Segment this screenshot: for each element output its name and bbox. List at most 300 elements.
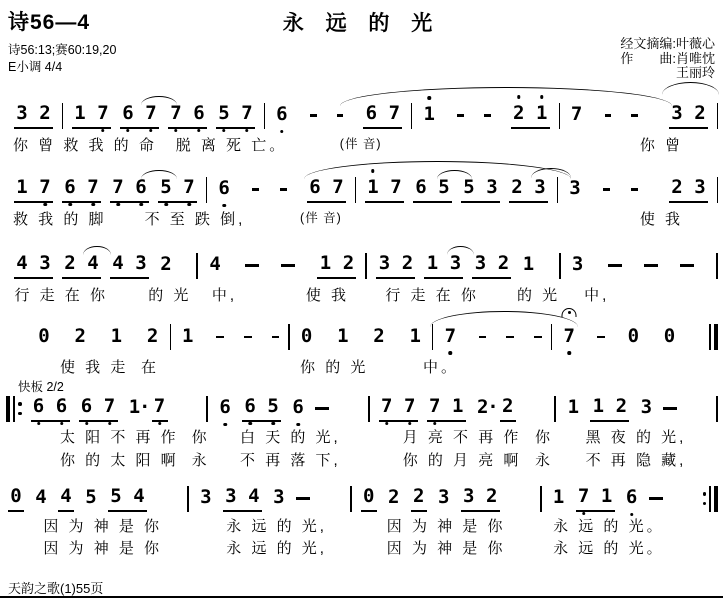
note-group: [509, 176, 548, 203]
note-group: [158, 176, 197, 203]
note-digit: 3: [438, 486, 450, 508]
note-digit: 7: [577, 485, 590, 507]
note-group: [625, 325, 641, 350]
barline: [551, 324, 552, 350]
note-digit: 3: [225, 485, 237, 507]
note-digit: 1: [367, 176, 379, 198]
note-digit: 1: [74, 102, 86, 124]
note-group: [108, 485, 147, 512]
music-system: [0, 246, 723, 310]
spacer: [614, 337, 616, 338]
dash-continuation: [252, 188, 259, 191]
augmentation-dot: ·: [487, 396, 499, 418]
spacer: [304, 265, 308, 266]
note-digit: 3: [135, 252, 147, 274]
spacer: [672, 498, 694, 499]
music-system: [0, 392, 723, 478]
note-digit: 7: [39, 176, 51, 198]
note-group: [72, 102, 111, 129]
lyric-segment: 你 的 月 亮 啊: [402, 452, 522, 469]
spacer: [241, 189, 243, 190]
note-digit: 7: [112, 176, 124, 198]
note-digit: 0: [300, 324, 313, 347]
note-digit: 5: [438, 176, 450, 198]
note-group: [274, 103, 290, 128]
lyric-segment: 因 为 神 是 你: [386, 518, 506, 535]
note-group: [511, 102, 550, 129]
spacer: [183, 265, 187, 266]
lyric-segment: 使 我 走: [60, 359, 129, 376]
note-group: [180, 325, 196, 350]
dash-continuation: [663, 407, 677, 410]
spacer: [473, 115, 475, 116]
note-digit: 7: [241, 102, 253, 124]
dash-continuation: [631, 188, 638, 191]
note-digit: 1: [567, 396, 580, 418]
dash-continuation: [649, 497, 663, 500]
note-digit: 0: [38, 324, 50, 347]
note-digit: 3: [378, 252, 391, 274]
lyric-segment: 中,: [584, 287, 610, 304]
note-group: [565, 396, 581, 421]
lyric-segment: 中,: [211, 287, 237, 304]
spacer: [232, 265, 236, 266]
note-digit: 1: [535, 102, 548, 124]
barline: [709, 486, 711, 512]
note-group: [145, 325, 161, 350]
note-digit: 3: [486, 176, 498, 198]
note-digit: 7: [170, 102, 182, 124]
note-digit: 2: [342, 252, 355, 274]
note-digit: 7: [388, 102, 401, 124]
barline: [557, 177, 558, 203]
note-digit: 2: [64, 252, 76, 274]
note-group: [669, 176, 708, 203]
note-digit: 7: [404, 395, 416, 417]
barline: [554, 396, 556, 422]
dash-continuation: [484, 114, 491, 117]
note-digit: 6: [32, 395, 45, 417]
note-digit: 1: [423, 103, 435, 125]
note-group: [198, 486, 214, 511]
note-group: [576, 485, 615, 512]
note-digit: 6: [276, 103, 288, 125]
spacer: [650, 337, 652, 338]
note-digit: 1: [319, 252, 332, 274]
note-group: [570, 253, 586, 278]
note-group: [33, 486, 49, 511]
lyric-segment: 使 我: [305, 287, 349, 304]
barline: [288, 324, 289, 350]
repeat-dot: [703, 502, 707, 506]
slur-arc: [531, 168, 571, 178]
dash-continuation: [631, 114, 638, 117]
repeat-dots: [703, 492, 707, 505]
lyric-segment: 你 的 太 阳 啊: [60, 452, 179, 469]
note-group: [317, 252, 356, 279]
note-group: [36, 325, 52, 350]
note-group: [590, 395, 629, 422]
note-group: [411, 485, 427, 512]
note-group: [365, 176, 404, 203]
note-group: [436, 486, 452, 511]
note-digit: 1: [409, 324, 421, 347]
repeat-dot: [18, 402, 22, 406]
barline: [62, 103, 63, 129]
scripture-reference: 诗56:13;赛60:19,20: [8, 43, 117, 57]
lyric-segment: 黑 夜 的 光,: [585, 429, 687, 446]
barline: [559, 103, 560, 129]
spacer: [595, 265, 599, 266]
dash-continuation: [337, 114, 344, 117]
note-digit: 2: [373, 324, 385, 347]
lyric-segment: 你 的 光: [300, 359, 369, 376]
spacer: [620, 115, 622, 116]
note-digit: 2: [39, 102, 51, 124]
barline: [170, 324, 171, 350]
note-digit: 2 ·: [477, 396, 499, 418]
note-digit: 3: [200, 486, 212, 508]
note-digit: 7: [145, 102, 157, 124]
note-group: [299, 325, 315, 350]
spacer: [495, 337, 497, 338]
tempo-marking: 快板 2/2: [18, 380, 64, 394]
note-digit: 2: [694, 102, 706, 124]
lyric-segment: 因 为 神 是 你: [43, 518, 163, 535]
barline: [350, 486, 352, 512]
notation-line: [14, 102, 718, 129]
lyric-segment: 永: [535, 452, 554, 469]
dash-continuation: [506, 336, 514, 339]
note-group: [290, 396, 306, 421]
barline: [432, 324, 433, 350]
note-digit: 6: [218, 177, 230, 199]
note-digit: 2: [497, 252, 510, 274]
spacer: [647, 189, 649, 190]
note-digit: 0: [363, 485, 375, 507]
note-digit: 1: [426, 252, 439, 274]
spacer: [667, 265, 671, 266]
lyric-segment: 永 远 的 光。: [553, 518, 665, 535]
note-group: [407, 325, 423, 350]
note-group: [475, 396, 499, 421]
note-digit: 6: [244, 395, 256, 417]
note-group: [242, 395, 281, 422]
note-group: [442, 325, 458, 350]
note-digit: 2: [413, 485, 425, 507]
spacer: [523, 337, 525, 338]
lyric-segment: 太 阳 不 再 作: [60, 429, 179, 446]
credit-line-editor: 经文摘编:叶薇心: [620, 36, 715, 51]
note-digit: 2: [511, 176, 523, 198]
song-title: 永 远 的 光: [282, 12, 441, 35]
barline: [709, 324, 711, 350]
note-group: [386, 486, 402, 511]
lyric-segment: 永 远 的 光,: [226, 518, 327, 535]
barline: [716, 396, 718, 422]
dash-continuation: [272, 336, 280, 339]
spacer: [338, 408, 359, 409]
spacer: [61, 337, 63, 338]
note-digit: 7: [153, 395, 166, 417]
note-digit: 1: [110, 324, 123, 347]
note-group: [216, 102, 255, 129]
spacer: [97, 337, 99, 338]
note-digit: 7: [332, 176, 344, 198]
note-digit: 6: [219, 396, 231, 418]
dash-continuation: [310, 114, 317, 117]
note-digit: 6: [55, 395, 68, 417]
spacer: [703, 265, 707, 266]
note-digit: 3: [463, 485, 475, 507]
note-group: [110, 252, 149, 279]
barline-thick: [714, 324, 718, 350]
barline-thick: [714, 486, 718, 512]
note-digit: 7: [103, 395, 116, 417]
note-digit: 3: [273, 486, 285, 508]
barline: [717, 103, 718, 129]
note-digit: 3: [474, 252, 487, 274]
spacer: [396, 337, 398, 338]
page-bottom-border: [0, 596, 723, 598]
dash-continuation: [245, 264, 259, 267]
accompaniment-label: (伴 音): [300, 211, 342, 225]
notation-line: [6, 395, 718, 422]
spacer: [296, 189, 298, 190]
note-digit: 7: [183, 176, 195, 198]
lyric-segment: 你: [535, 429, 554, 446]
lyric-segment: 因 为 神 是 你: [43, 540, 163, 557]
dash-continuation: [644, 264, 658, 267]
note-digit: 1: [16, 176, 28, 198]
note-group: [376, 252, 415, 279]
note-group: [216, 177, 232, 202]
note-group: [223, 485, 262, 512]
spacer: [352, 115, 354, 116]
note-group: [427, 395, 466, 422]
note-digit: 6: [365, 102, 378, 124]
note-group: [424, 252, 463, 279]
note-digit: 4: [16, 252, 28, 274]
note-digit: 6: [292, 396, 304, 418]
note-digit: 1: [452, 395, 464, 417]
note-group: [217, 396, 233, 421]
note-group: [500, 395, 516, 422]
note-digit: 1: [592, 395, 605, 417]
note-digit: 4: [112, 252, 124, 274]
dash-continuation: [281, 264, 295, 267]
note-digit: 6: [64, 176, 76, 198]
barline: [559, 253, 561, 279]
note-digit: 1: [600, 485, 613, 507]
spacer: [156, 498, 178, 499]
note-digit: 5: [267, 395, 279, 417]
note-group: [31, 395, 70, 422]
spacer: [360, 337, 362, 338]
note-digit: 6: [135, 176, 147, 198]
note-group: [58, 485, 74, 512]
note-digit: 0: [627, 324, 640, 347]
spacer: [133, 337, 135, 338]
spacer: [525, 408, 546, 409]
spacer: [586, 337, 588, 338]
note-digit: 0: [663, 324, 676, 347]
barline: [411, 103, 412, 129]
dash-continuation: [608, 264, 622, 267]
note-group: [638, 396, 654, 421]
lyric-segment: 因 为 神 是 你: [386, 540, 506, 557]
credit-line-composer2: 王丽玲: [675, 65, 715, 80]
note-group: [669, 102, 708, 129]
spacer: [698, 337, 700, 338]
note-digit: 2: [388, 486, 400, 508]
barline: [365, 253, 367, 279]
key-and-time-signature: E小调 4/4: [8, 60, 63, 74]
spacer: [658, 115, 660, 116]
lyric-segment: 白 天 的 光,: [240, 429, 341, 446]
notation-line: [36, 324, 718, 350]
barline: [187, 486, 189, 512]
lyric-segment: 行 走 在 你: [385, 287, 479, 304]
spacer: [594, 115, 596, 116]
note-digit: 7: [570, 103, 583, 125]
barline-thick: [6, 396, 10, 422]
music-system: [0, 318, 723, 382]
lyric-segment: 行 走 在 你: [14, 287, 108, 304]
note-digit: 3: [569, 177, 581, 199]
note-digit: 1: [552, 486, 565, 508]
slur-arc: [447, 246, 474, 255]
note-digit: 3: [16, 102, 28, 124]
lyric-segment: 你 曾 救 我 的 命: [13, 137, 157, 154]
note-group: [551, 486, 567, 511]
dash-continuation: [296, 497, 310, 500]
final-barline: [709, 324, 718, 350]
note-digit: 6: [122, 102, 134, 124]
note-digit: 6: [80, 395, 93, 417]
spacer: [261, 337, 263, 338]
spacer: [686, 408, 707, 409]
note-group: [413, 176, 452, 203]
note-group: [361, 485, 377, 512]
note-group: [207, 253, 223, 278]
music-system: [0, 478, 723, 564]
note-group: [461, 176, 500, 203]
augmentation-dot: ·: [139, 396, 151, 418]
note-digit: 6: [309, 176, 321, 198]
lyric-segment: 不 再 隐 藏,: [585, 452, 687, 469]
note-digit: 1: [522, 253, 535, 275]
slur-arc: [340, 87, 673, 106]
lyric-segment: 你: [191, 429, 210, 446]
lyric-segment: 救 我 的 脚: [13, 211, 107, 228]
note-group: [127, 396, 151, 421]
lyric-segment: 不 再 落 下,: [240, 452, 341, 469]
note-group: [379, 395, 418, 422]
note-digit: 2: [671, 176, 683, 198]
note-group: [8, 485, 24, 512]
barline: [368, 396, 370, 422]
spacer: [177, 408, 198, 409]
repeat-dot: [18, 412, 22, 416]
repeat-begin-sign: [6, 396, 22, 422]
spacer: [500, 115, 502, 116]
spacer: [619, 189, 621, 190]
note-digit: 7: [97, 102, 109, 124]
slur-arc: [141, 96, 177, 105]
lyric-segment: 不 至 跌 倒,: [144, 211, 246, 228]
note-group: [335, 325, 351, 350]
barline: [13, 396, 15, 422]
note-digit: 7: [429, 395, 441, 417]
note-group: [62, 252, 101, 279]
dash-continuation: [457, 114, 464, 117]
note-digit: 5: [85, 486, 97, 508]
note-group: [662, 325, 678, 350]
spacer: [545, 265, 549, 266]
note-group: [14, 252, 53, 279]
note-digit: 6: [625, 486, 638, 508]
spacer: [324, 337, 326, 338]
credit-line-composer: 作 曲:肖唯忱: [620, 50, 715, 66]
spacer: [299, 115, 301, 116]
note-digit: 1 ·: [128, 396, 151, 418]
note-digit: 7: [87, 176, 99, 198]
dash-continuation: [244, 336, 252, 339]
note-digit: 4: [60, 485, 72, 507]
note-digit: 4: [248, 485, 260, 507]
note-digit: 7: [390, 176, 402, 198]
repeat-end-sign: [703, 486, 719, 512]
barline: [540, 486, 542, 512]
note-group: [307, 176, 346, 203]
repeat-dots: [18, 402, 22, 415]
note-digit: 3: [39, 252, 51, 274]
note-group: [472, 252, 511, 279]
dash-continuation: [597, 336, 605, 339]
dash-continuation: [605, 114, 612, 117]
spacer: [233, 337, 235, 338]
note-group: [567, 177, 583, 202]
note-digit: 3: [449, 252, 462, 274]
dash-continuation: [680, 264, 694, 267]
notation-line: [14, 252, 718, 279]
note-group: [120, 102, 159, 129]
barline: [196, 253, 198, 279]
note-group: [461, 485, 500, 512]
fermata-icon: [562, 308, 577, 317]
note-group: [363, 102, 402, 129]
barline: [355, 177, 356, 203]
spacer: [509, 498, 531, 499]
note-digit: 3: [534, 176, 546, 198]
note-digit: 5: [218, 102, 230, 124]
note-group: [624, 486, 640, 511]
note-digit: 6: [193, 102, 205, 124]
music-system: [0, 96, 723, 160]
note-group: [79, 395, 118, 422]
barline: [716, 253, 718, 279]
spacer: [268, 189, 270, 190]
accompaniment-label: (伴 音): [339, 137, 382, 151]
note-group: [83, 486, 99, 511]
slur-arc: [662, 82, 720, 95]
note-group: [569, 103, 585, 128]
note-group: [152, 395, 168, 422]
note-group: [110, 176, 149, 203]
note-digit: 2: [160, 253, 172, 275]
note-digit: 2: [74, 324, 86, 347]
